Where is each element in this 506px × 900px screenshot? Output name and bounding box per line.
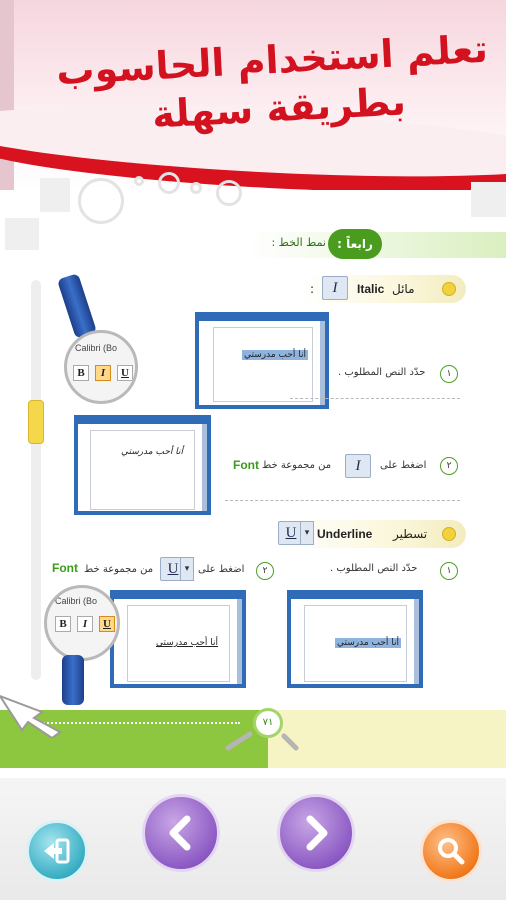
- step-divider: [225, 500, 460, 501]
- scrollbar-strip: [237, 599, 242, 684]
- pointer-arrow-icon: [0, 688, 70, 738]
- bullet-dot-icon: [442, 527, 456, 541]
- exit-arrow-icon: [41, 835, 73, 867]
- word-screenshot-underline-select: [287, 590, 423, 688]
- pen-icon: [57, 273, 97, 339]
- app-header: [0, 0, 506, 190]
- word-screenshot-italic-result: [74, 415, 211, 515]
- deco-square: [471, 182, 506, 217]
- section-subtitle: نمط الخط :: [271, 236, 326, 249]
- underline-button: U: [117, 365, 133, 381]
- scrollbar-strip: [320, 321, 325, 405]
- deco-circle: [216, 180, 242, 206]
- next-page-button[interactable]: [277, 794, 355, 872]
- search-button[interactable]: [420, 820, 482, 882]
- page-scroll-track[interactable]: [31, 280, 41, 680]
- document-page: [213, 327, 313, 402]
- font-name-box: Calibri (Bo: [55, 596, 98, 606]
- italic-button: I: [77, 616, 93, 632]
- underlined-text: أنا أحب مدرستي: [156, 638, 219, 648]
- italic-I-icon: I: [322, 276, 348, 300]
- app-title-line-2: بطريقة سهلة: [151, 79, 407, 137]
- italic-label-ar: مائل: [392, 282, 415, 296]
- document-page: [90, 430, 195, 510]
- page-number: ٧١: [253, 708, 283, 738]
- step-2-number: ٢: [256, 562, 274, 580]
- step-2-text-b: من مجموعة خط: [84, 564, 154, 575]
- bold-button: B: [55, 616, 71, 632]
- step-2-text-b: من مجموعة خط: [262, 460, 332, 471]
- deco-circle: [158, 172, 180, 194]
- deco-circle: [190, 182, 202, 194]
- selected-text: أنا أحب مدرستي: [244, 350, 307, 360]
- italic-text: أنا أحب مدرستي: [121, 447, 184, 457]
- bullet-dot-icon: [442, 282, 456, 296]
- underline-button: U: [99, 616, 115, 632]
- deco-square: [40, 178, 70, 212]
- document-page: [127, 605, 230, 682]
- deco-circle: [78, 178, 124, 224]
- app-title-line-1: تعلم استخدام الحاسوب: [55, 26, 489, 94]
- zoom-lens-underline: [44, 585, 120, 661]
- italic-label-en: Italic: [357, 282, 385, 296]
- zoom-lens-italic: [64, 330, 138, 404]
- scrollbar-strip: [202, 424, 207, 511]
- bold-button: B: [73, 365, 89, 381]
- magnifier-icon: [435, 835, 467, 867]
- section-badge: رابعاً :: [328, 229, 382, 259]
- document-page: [304, 605, 407, 682]
- italic-button: I: [95, 365, 111, 381]
- step-2-number: ٢: [440, 457, 458, 475]
- underline-label-en: Underline: [317, 527, 373, 541]
- chevron-down-icon: ▾: [180, 557, 194, 581]
- step-1-number: ١: [440, 365, 458, 383]
- underline-U-icon: U: [278, 521, 304, 545]
- word-screenshot-italic-select: [195, 312, 329, 409]
- step-1-text: حدّد النص المطلوب .: [330, 563, 418, 574]
- chevron-down-icon: ▾: [300, 521, 314, 545]
- header-side-strip: [0, 0, 14, 190]
- footer-yellow-band: [268, 710, 506, 768]
- footer-dotted-line: [40, 722, 240, 724]
- back-button[interactable]: [26, 820, 88, 882]
- chevron-left-icon: [161, 813, 201, 853]
- scrollbar-strip: [414, 599, 419, 684]
- selected-text: أنا أحب مدرستي: [337, 638, 400, 648]
- magnifier-icon: [222, 722, 302, 752]
- italic-colon: :: [310, 282, 315, 296]
- step-2-text-a: اضغط على: [380, 460, 427, 471]
- underline-U-icon: U: [160, 557, 186, 581]
- font-group-label: Font: [233, 458, 259, 472]
- chevron-right-icon: [296, 813, 336, 853]
- italic-I-icon: I: [345, 454, 371, 478]
- font-group-label: Font: [52, 561, 78, 575]
- font-name-box: Calibri (Bo: [75, 343, 118, 353]
- step-1-number: ١: [440, 562, 458, 580]
- step-1-text: حدّد النص المطلوب .: [338, 367, 426, 378]
- deco-square: [5, 218, 39, 250]
- underline-label-ar: تسطير: [393, 527, 428, 541]
- page-scroll-thumb[interactable]: [28, 400, 44, 444]
- previous-page-button[interactable]: [142, 794, 220, 872]
- step-2-text-a: اضغط على: [198, 564, 245, 575]
- deco-circle: [134, 176, 144, 186]
- word-screenshot-underline-result: [110, 590, 246, 688]
- step-divider: [290, 398, 460, 399]
